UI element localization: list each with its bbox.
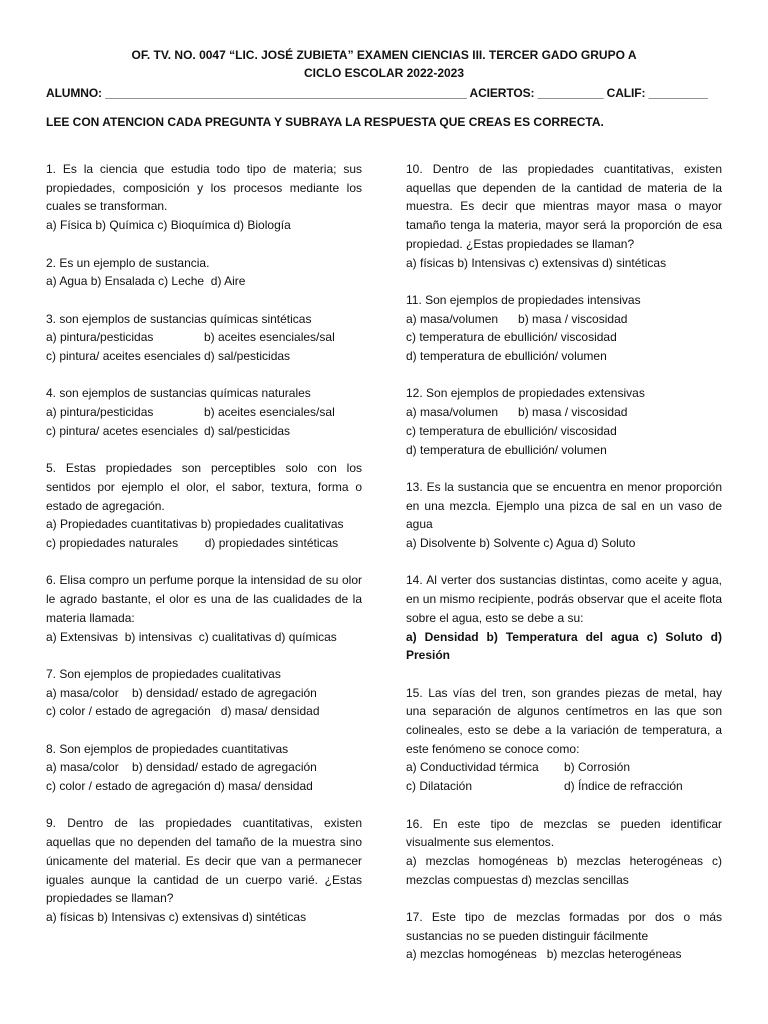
left-column xyxy=(46,160,362,945)
question-options: c) temperatura de ebullición/ viscosidad xyxy=(406,330,617,345)
question-text: 1. Es la ciencia que estudia todo tipo de materia; sus propiedades, composición y los procesos mediante los cuales se transforman. xyxy=(46,162,362,214)
option-c: c) pintura/ aceites esenciales xyxy=(46,349,201,363)
question-17 xyxy=(406,908,722,964)
question-9 xyxy=(46,814,362,926)
option-a: a) Conductividad térmica xyxy=(406,760,539,775)
question-text: 14. Al verter dos sustancias distintas, como aceite y agua, en un mismo recipiente, podrás observar que el aceite flota sobre el agua, esto se debe a su: xyxy=(406,573,722,625)
option-d: d) Índice de refracción xyxy=(564,779,683,794)
right-column xyxy=(406,160,722,983)
option-b: b) Corrosión xyxy=(564,760,631,775)
question-14 xyxy=(406,571,722,665)
question-options: d) temperatura de ebullición/ volumen xyxy=(406,442,607,457)
instructions: LEE CON ATENCION CADA PREGUNTA Y SUBRAYA LA RESPUESTA QUE CREAS ES CORRECTA. xyxy=(46,115,604,129)
question-5 xyxy=(46,459,362,553)
question-text: 6. Elisa compro un perfume porque la intensidad de su olor le agrado bastante, el olor es una de las cualidades de la materia llamada: xyxy=(46,573,362,625)
question-12 xyxy=(406,384,722,459)
option-b: b) aceites esenciales/sal xyxy=(204,405,335,420)
question-1 xyxy=(46,160,362,235)
question-options: c) color / estado de agregación d) masa/ densidad xyxy=(46,704,320,719)
question-10 xyxy=(406,160,722,272)
question-options: a) masa/color b) densidad/ estado de agregación xyxy=(46,685,317,700)
question-text: 7. Son ejemplos de propiedades cualitativas xyxy=(46,666,281,681)
question-3 xyxy=(46,310,362,366)
question-options: a) Densidad b) Temperatura del agua c) Soluto d) Presión xyxy=(406,629,722,663)
question-options: a) físicas b) Intensivas c) extensivas d) sintéticas xyxy=(46,910,307,924)
question-options: a) Propiedades cuantitativas b) propiedades cualitativas xyxy=(46,517,344,532)
question-text: 5. Estas propiedades son perceptibles solo con los sentidos por ejemplo el olor, el sabor, textura, forma o estado de agregación. xyxy=(46,461,362,513)
question-text: 16. En este tipo de mezclas se pueden identificar visualmente sus elementos. xyxy=(406,816,722,850)
question-options: c) temperatura de ebullición/ viscosidad xyxy=(406,423,617,438)
option-c: c) Dilatación xyxy=(406,779,473,794)
question-text: 8. Son ejemplos de propiedades cuantitativas xyxy=(46,741,289,756)
question-text: 11. Son ejemplos de propiedades intensivas xyxy=(406,292,641,307)
option-b: b) aceites esenciales/sal xyxy=(204,330,335,345)
option-a: a) pintura/pesticidas xyxy=(46,405,154,420)
option-a: a) pintura/pesticidas xyxy=(46,330,154,345)
question-text: 9. Dentro de las propiedades cuantitativas, existen aquellas que no dependen del tamaño de la muestra sino únicamente del material. Es decir que van a permanecer iguales aunque la cantidad de un cuerpo varié. ¿Estas propiedades se llaman? xyxy=(46,816,362,906)
question-options: a) masa/color b) densidad/ estado de agregación xyxy=(46,760,317,775)
school-year: CICLO ESCOLAR 2022-2023 xyxy=(303,66,465,80)
option-d: d) sal/pesticidas xyxy=(204,423,291,438)
question-options: a) mezclas homogéneas b) mezclas heterogéneas xyxy=(406,947,682,962)
question-options: a) Extensivas b) intensivas c) cualitativas d) químicas xyxy=(46,629,337,644)
question-4 xyxy=(46,384,362,440)
question-options: a) físicas b) Intensivas c) extensivas d) sintéticas xyxy=(406,255,667,270)
question-text: 2. Es un ejemplo de sustancia. xyxy=(46,255,210,270)
option-c: c) pintura/ acetes esenciales xyxy=(46,423,199,438)
question-text: 17. Este tipo de mezclas formadas por dos o más sustancias no se pueden distinguir fácilmente xyxy=(406,910,722,943)
question-options: c) color / estado de agregación d) masa/ densidad xyxy=(46,779,313,794)
student-info-line: ALUMNO: _______________________________________________________ ACIERTOS: __________ CALIF: _________ xyxy=(46,86,708,100)
question-15 xyxy=(406,684,722,796)
question-options: a) Disolvente b) Solvente c) Agua d) Soluto xyxy=(406,536,636,551)
question-options: a) Física b) Química c) Bioquímica d) Biología xyxy=(46,218,291,233)
question-options: a) masa/volumen b) masa / viscosidad xyxy=(406,405,628,420)
option-d: d) sal/pesticidas xyxy=(204,349,291,363)
question-options: a) mezclas homogéneas b) mezclas heterogéneas c) mezclas compuestas d) mezclas sencillas xyxy=(406,853,722,887)
question-2 xyxy=(46,254,362,291)
exam-header xyxy=(0,46,768,82)
question-6 xyxy=(46,571,362,646)
question-8 xyxy=(46,740,362,796)
question-text: 4. son ejemplos de sustancias químicas naturales xyxy=(46,386,311,401)
question-options: c) propiedades naturales d) propiedades sintéticas xyxy=(46,536,339,550)
question-13 xyxy=(406,478,722,553)
options-grid xyxy=(46,328,362,365)
question-text: 10. Dentro de las propiedades cuantitativas, existen aquellas que dependen de la cantidad de materia de la muestra. Es decir que mientras mayor masa o mayor tamaño tenga la materia, mayor será la proporción de esa propiedad. ¿Estas propiedades se llaman? xyxy=(406,162,722,251)
question-options: d) temperatura de ebullición/ volumen xyxy=(406,349,607,364)
question-options: a) Agua b) Ensalada c) Leche d) Aire xyxy=(46,274,246,289)
question-text: 13. Es la sustancia que se encuentra en menor proporción en una mezcla. Ejemplo una pizca de sal en un vaso de agua xyxy=(406,479,722,532)
question-text: 15. Las vías del tren, son grandes piezas de metal, hay una separación de algunos centímetros en las que son colineales, esto se debe a la variación de temperatura, a este fenómeno se conoce como: xyxy=(406,685,722,756)
question-11 xyxy=(406,291,722,366)
question-16 xyxy=(406,815,722,890)
question-7 xyxy=(46,665,362,721)
options-grid xyxy=(46,403,362,440)
question-text: 3. son ejemplos de sustancias químicas sintéticas xyxy=(46,311,312,326)
school-title: OF. TV. NO. 0047 “LIC. JOSÉ ZUBIETA” EXAMEN CIENCIAS III. TERCER GADO GRUPO A xyxy=(131,48,637,62)
question-options: a) masa/volumen b) masa / viscosidad xyxy=(406,311,628,326)
question-text: 12. Son ejemplos de propiedades extensivas xyxy=(406,386,645,401)
options-grid xyxy=(406,758,722,795)
